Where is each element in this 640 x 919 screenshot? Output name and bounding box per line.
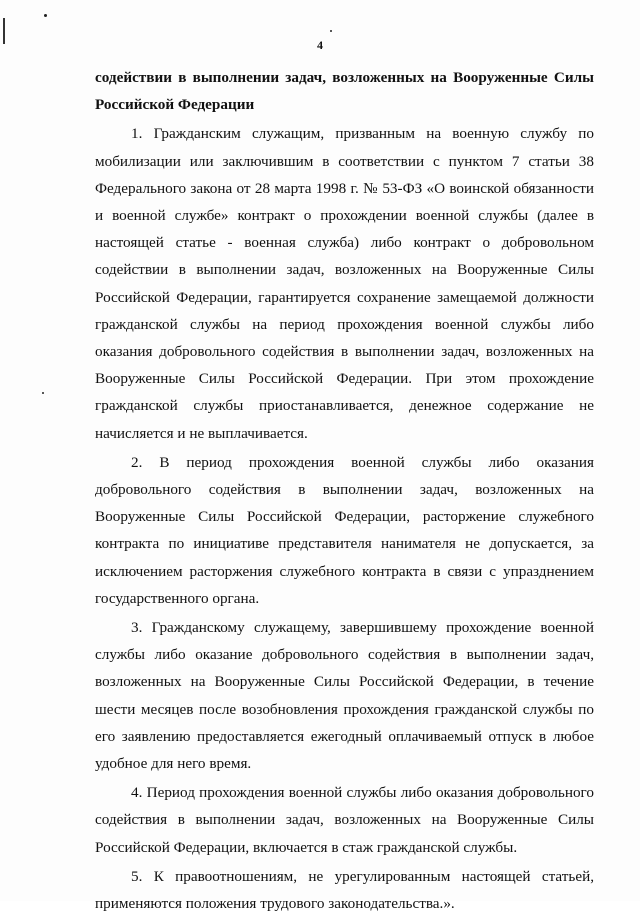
scan-speck: [44, 14, 47, 17]
paragraph-2: 2. В период прохождения военной службы либо оказания добровольного содействия в выполнении задач, возложенных на Вооруженные Силы Российской Федерации, расторжение служебного контракта по инициативе представителя нанимателя не допускается, за исключением расторжения служебного контракта в связи с упразднением государственного органа.: [95, 453, 594, 607]
document-body: [95, 64, 594, 919]
scan-speck: [42, 392, 44, 394]
paragraph-1: 1. Гражданским служащим, призванным на военную службу по мобилизации или заключившим в соответствии с пунктом 7 статьи 38 Федерального закона от 28 марта 1998 г. № 53-ФЗ «О воинской обязанности и военной службе» контракт о прохождении военной службы (далее в настоящей статье - военная служба) либо контракт о добровольном содействии в выполнении задач, возложенных на Вооруженные Силы Российской Федерации, гарантируется сохранение замещаемой должности гражданской службы на период прохождения военной службы либо оказания добровольного содействия в выполнении задач, возложенных на Вооруженные Силы Российской Федерации. При этом прохождение гражданской службы приостанавливается, денежное содержание не начисляется и не выплачивается.: [95, 125, 594, 442]
paragraph-4: 4. Период прохождения военной службы либо оказания добровольного содействия в выполнении задач, возложенных на Вооруженные Силы Российской Федерации, включается в стаж гражданской службы.: [95, 784, 594, 856]
paragraph-3: 3. Гражданскому служащему, завершившему прохождение военной службы либо оказание добровольного содействия в выполнении задач, возложенных на Вооруженные Силы Российской Федерации, в течение шести месяцев после возобновления прохождения гражданской службы по его заявлению предоставляется ежегодный оплачиваемый отпуск в любое удобное для него время.: [95, 619, 594, 773]
article-heading-continuation: содействии в выполнении задач, возложенных на Вооруженные Силы Российской Федерации: [95, 69, 594, 114]
paragraph-5: 5. К правоотношениям, не урегулированным настоящей статьей, применяются положения трудового законодательства.».: [95, 867, 594, 913]
page-number: 4: [317, 38, 323, 52]
scan-speck: [330, 30, 332, 32]
